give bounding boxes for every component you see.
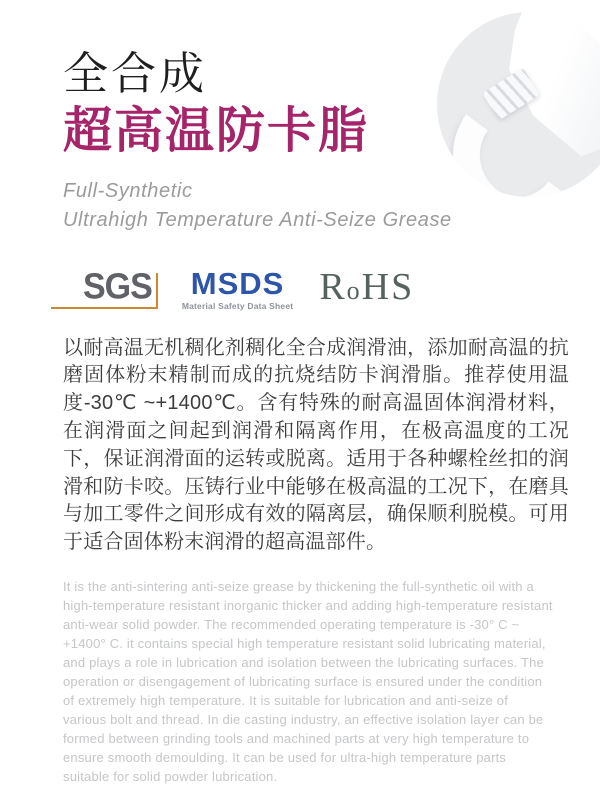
sgs-logo: [63, 266, 158, 311]
rohs-letter-o: o: [346, 275, 362, 305]
main-content: [63, 0, 569, 799]
description-paragraph-en: It is the anti-sintering anti-seize grease by thickening the full-synthetic oil with a high-temperature resistant inorganic thicker and adding high-temperature resistant anti-wear solid powder. The recommended operating temperature is -30° C ~ +1400° C. it contains special high temperature resistant solid lubricating material, and plays a role in lubrication and isolation between the lubricating surfaces. The operation or disengagement of lubricating surface is ensured under the condition of extremely high temperature. It is suitable for lubrication and anti-seize of various bolt and thread. In die casting industry, an effective isolation layer can be formed between grinding tools and machined parts at very high temperature to ensure smooth demoulding. It can be used for ultra-high temperature parts suitable for solid powder lubrication.: [63, 578, 553, 784]
rohs-letters-hs: HS: [361, 265, 415, 308]
subtitle-line2: Ultrahigh Temperature Anti-Seize Grease: [63, 208, 452, 231]
subtitle-en: [63, 177, 569, 235]
msds-logo-text: MSDS: [190, 265, 285, 301]
msds-logo-caption: Material Safety Data Sheet: [181, 300, 294, 311]
sgs-underline-mark: [51, 307, 158, 309]
page-title-cn: 全合成: [63, 48, 208, 99]
description-paragraph-cn: 以耐高温无机稠化剂稠化全合成润滑油，添加耐高温的抗磨固体粉末精制而成的抗烧结防卡润滑脂。推荐使用温度-30℃ ~+1400℃。含有特殊的耐高温固体润滑材料，在润滑面之间起到润滑和隔离作用，在极高温度的工况下，保证润滑面的运转或脱离。适用于各种螺栓丝扣的润滑和防卡咬。压铸行业中能够在极高温的工况下，在磨具与加工零件之间形成有效的隔离层，确保顺利脱模。可用于适合固体粉末润滑的超高温部件。: [63, 336, 569, 554]
certification-logos: [63, 266, 569, 318]
sgs-vertical-mark: [156, 273, 158, 309]
msds-logo: [181, 265, 294, 311]
subtitle-line1: Full-Synthetic: [63, 179, 193, 202]
page-title-product: 超高温防卡脂: [63, 103, 370, 158]
sgs-logo-text: SGS: [83, 266, 152, 307]
rohs-logo: [319, 265, 415, 308]
rohs-letter-r: R: [319, 265, 347, 308]
